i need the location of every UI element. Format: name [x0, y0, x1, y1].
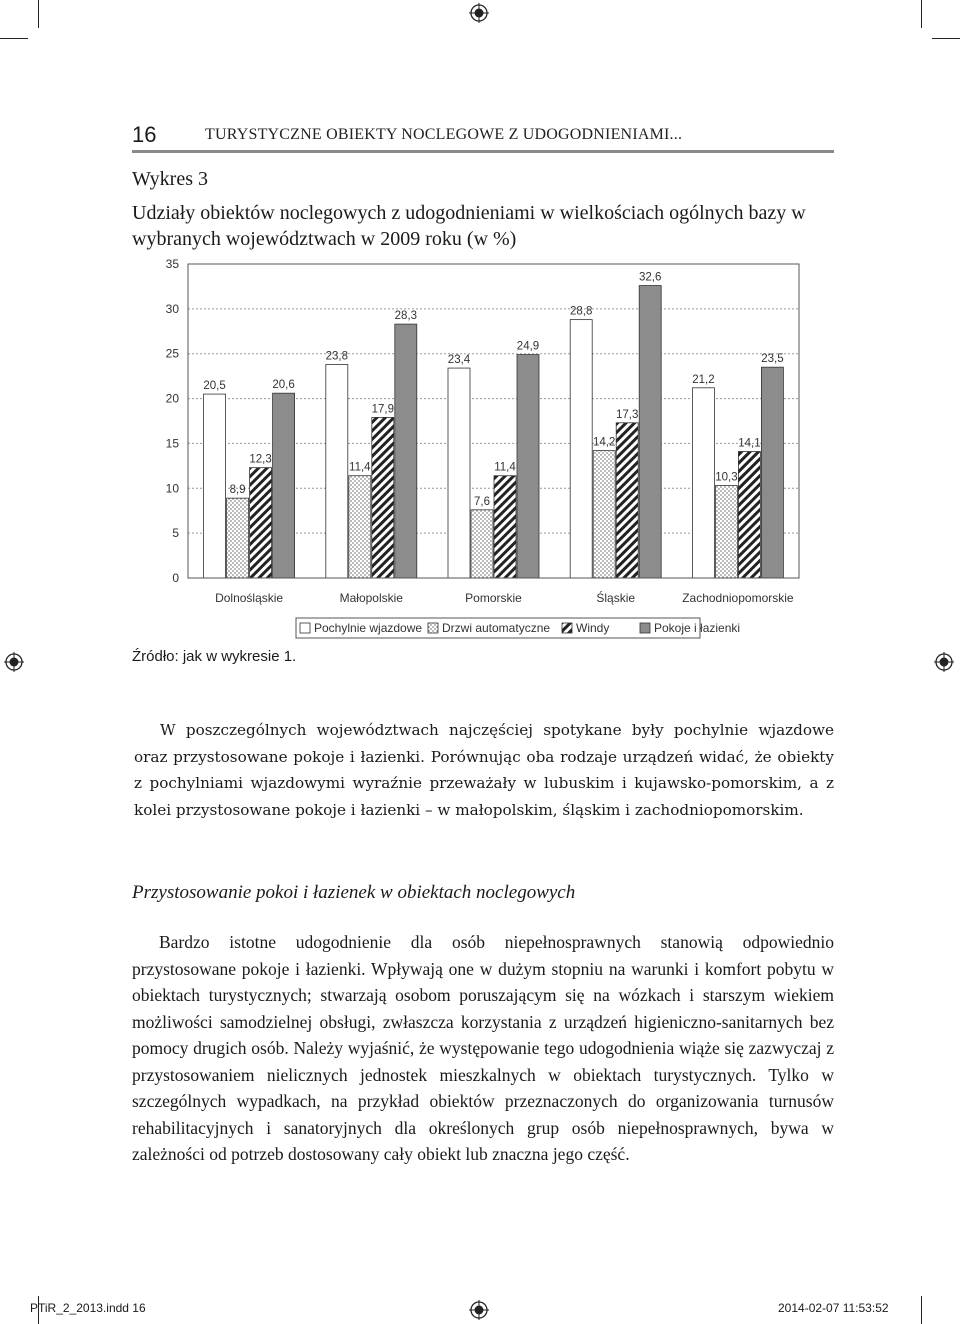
- slug-timestamp: 2014-02-07 11:53:52: [778, 1301, 889, 1315]
- data-label: 14,1: [738, 437, 761, 450]
- y-tick-label: 15: [165, 436, 179, 451]
- bar: [227, 498, 249, 578]
- bar-chart: [150, 252, 810, 648]
- bar: [593, 451, 615, 578]
- data-label: 7,6: [474, 495, 490, 508]
- legend-swatch: [562, 623, 572, 633]
- crop-mark: [921, 0, 922, 28]
- slug-file: PTiR_2_2013.indd 16: [30, 1301, 146, 1315]
- data-label: 28,8: [570, 305, 593, 318]
- bar: [494, 476, 516, 578]
- data-label: 11,4: [494, 461, 516, 474]
- data-label: 23,5: [761, 353, 784, 366]
- legend-swatch: [300, 623, 310, 633]
- bar: [517, 355, 539, 578]
- legend-label: Pochylnie wjazdowe: [314, 621, 423, 635]
- y-tick-label: 0: [172, 571, 179, 585]
- bar: [448, 368, 470, 578]
- data-label: 32,6: [639, 271, 662, 284]
- data-label: 21,2: [692, 373, 715, 386]
- y-tick-label: 10: [165, 481, 179, 496]
- data-label: 17,3: [616, 408, 639, 421]
- y-tick-label: 35: [165, 257, 179, 271]
- crop-mark: [921, 1296, 922, 1324]
- bar: [326, 364, 348, 578]
- x-tick-label: Zachodniopomorskie: [682, 591, 794, 605]
- bar: [471, 510, 493, 578]
- figure-label: Wykres 3: [132, 168, 208, 190]
- x-tick-label: Śląskie: [596, 591, 636, 605]
- header-rule: [132, 150, 834, 153]
- x-tick-label: Małopolskie: [339, 591, 403, 605]
- registration-mark-icon: [469, 1300, 489, 1320]
- bar: [395, 324, 417, 578]
- x-tick-label: Pomorskie: [465, 591, 522, 605]
- bar: [273, 393, 295, 578]
- registration-mark-icon: [469, 3, 489, 23]
- legend-label: Drzwi automatyczne: [442, 621, 551, 635]
- bar: [250, 468, 272, 578]
- data-label: 10,3: [715, 471, 738, 484]
- bar: [349, 476, 371, 578]
- y-tick-label: 5: [172, 526, 179, 541]
- registration-mark-icon: [4, 652, 24, 672]
- bar: [715, 486, 737, 578]
- page-number: 16: [132, 122, 157, 147]
- body-paragraph: W poszczególnych województwach najczęściej spotykane były pochylnie wjazdowe oraz przystosowane pokoje i łazienki. Porównując oba rodzaje urządzeń widać, że obiekty z pochylniami wjazdowymi wyraźnie przeważały w lubuskim i kujawsko-pomorskim, a z kolei przystosowane pokoje i łazienki – w małopolskim, śląskim i zachodniopomorskim.: [134, 721, 834, 819]
- data-label: 28,3: [394, 310, 417, 323]
- y-tick-label: 20: [165, 391, 179, 406]
- section-heading: Przystosowanie pokoi i łazienek w obiektach noclegowych: [132, 882, 576, 903]
- data-label: 12,3: [249, 453, 272, 466]
- crop-mark: [38, 0, 39, 28]
- y-tick-label: 25: [165, 346, 179, 361]
- data-label: 14,2: [593, 436, 616, 449]
- body-paragraph: Bardzo istotne udogodnienie dla osób niepełnosprawnych stanowią odpowiednio przystosowane pokoje i łazienki. Wpływają one w dużym stopniu na warunki i komfort pobytu w obiektach turystycznych; stwarzają osobom poruszającym się na wózkach i starszym wiekiem możliwości samodzielnej obsługi, zwłaszcza korzystania z urządzeń higieniczno-sanitarnych bez pomocy drugich osób. Należy wyjaśnić, że występowanie tego udogodnienia wiąże się zazwyczaj z przystosowaniem nielicznych jednostek mieszkalnych w obiektach turystycznych. Tylko w szczególnych wypadkach, na przykład obiektów przeznaczonych do organizowania turnusów rehabilitacyjnych i sanatoryjnych dla określonych grup osób niepełnosprawnych, bywa w zależności od potrzeb dostosowany cały obiekt lub znaczna jego część.: [132, 932, 834, 1164]
- y-tick-label: 30: [165, 301, 179, 316]
- data-label: 20,6: [272, 379, 295, 392]
- bar: [761, 367, 783, 578]
- bar: [372, 417, 394, 578]
- data-label: 23,8: [325, 350, 348, 363]
- legend-label: Pokoje i łazienki: [654, 621, 741, 635]
- crop-mark: [932, 38, 960, 39]
- bar: [692, 388, 714, 578]
- bar: [639, 286, 661, 578]
- data-label: 20,5: [203, 380, 226, 393]
- figure-source: Źródło: jak w wykresie 1.: [132, 648, 297, 665]
- crop-mark: [0, 38, 28, 39]
- data-label: 17,9: [371, 403, 394, 416]
- running-head: TURYSTYCZNE OBIEKTY NOCLEGOWE Z UDOGODNIENIAMI...: [205, 126, 683, 143]
- bar: [570, 320, 592, 578]
- data-label: 8,9: [229, 484, 246, 497]
- bar: [616, 423, 638, 578]
- data-label: 24,9: [516, 340, 540, 353]
- data-label: 23,4: [447, 354, 471, 367]
- registration-mark-icon: [934, 652, 954, 672]
- bar: [204, 394, 226, 578]
- legend-label: Windy: [576, 621, 610, 635]
- data-label: 11,4: [349, 461, 371, 474]
- legend-swatch: [640, 623, 650, 633]
- legend-swatch: [428, 623, 438, 633]
- bar: [738, 452, 760, 578]
- x-tick-label: Dolnośląskie: [215, 591, 284, 605]
- figure-title: Udziały obiektów noclegowych z udogodnieniami w wielkościach ogólnych bazy w wybranych województwach w 2009 roku (w %): [132, 202, 806, 250]
